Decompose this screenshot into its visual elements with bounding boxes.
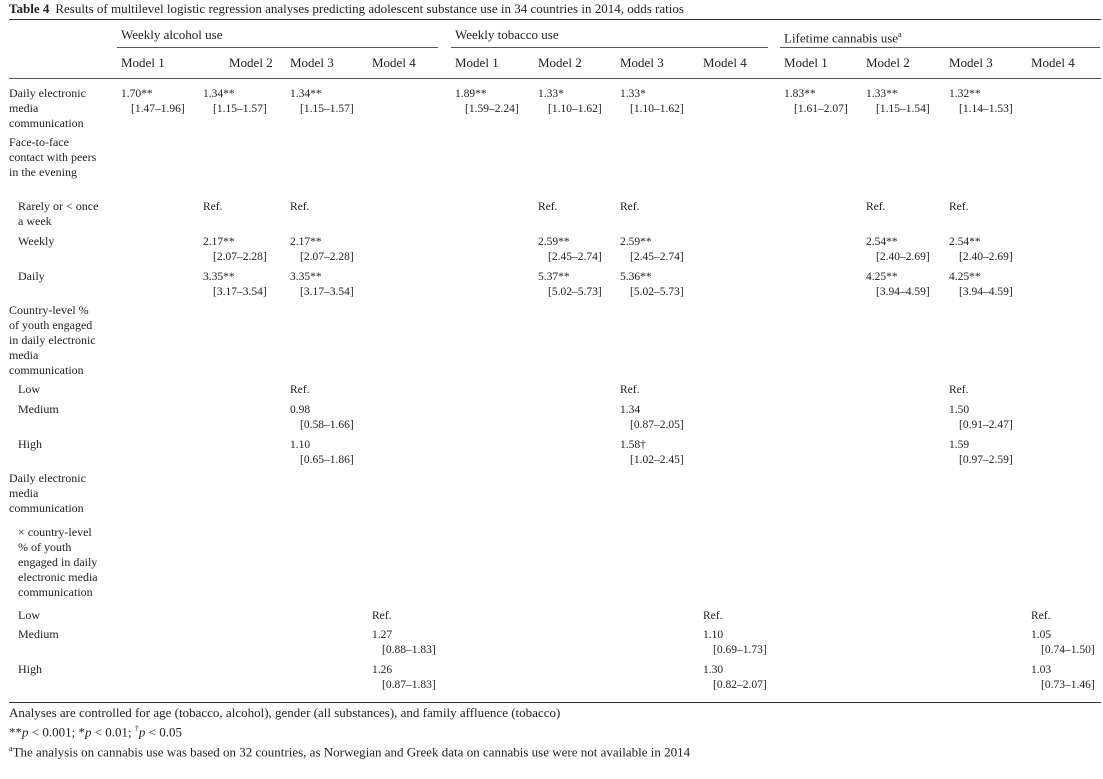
odds-ratio-value: 1.33* <box>538 88 564 100</box>
footnote-text: The analysis on cannabis use was based on 32 countries, as Norwegian and Greek data on cannabis use were not available in 2014 <box>12 744 691 760</box>
group-header-rule <box>117 47 438 48</box>
odds-ratio-value: 1.59 <box>949 439 970 451</box>
odds-ratio-value: 1.70** <box>121 88 153 100</box>
row-label: × country-level % of youth engaged in daily electronic media communication <box>18 525 98 599</box>
model-header: Model 3 <box>290 55 334 70</box>
group-header-label: Lifetime cannabis use <box>784 30 899 46</box>
confidence-interval: [1.14–1.53] <box>959 103 1013 115</box>
row-label: Medium <box>18 627 59 641</box>
odds-ratio-value: 1.34** <box>203 88 235 100</box>
sig-level-1: < 0.001; <box>28 724 79 740</box>
confidence-interval: [2.07–2.28] <box>213 251 267 263</box>
odds-ratio-value: 1.27 <box>372 629 393 641</box>
model-header: Model 4 <box>1031 55 1075 70</box>
confidence-interval: [2.07–2.28] <box>300 251 354 263</box>
row-label: Medium <box>18 402 59 416</box>
row-label: Daily electronic media communication <box>9 86 86 130</box>
odds-ratio-value: 1.30 <box>703 664 724 676</box>
odds-ratio-value: 2.17** <box>290 236 322 248</box>
odds-ratio-value: 2.54** <box>866 236 898 248</box>
row-label: Low <box>18 382 40 396</box>
confidence-interval: [0.65–1.86] <box>300 454 354 466</box>
odds-ratio-value: 2.54** <box>949 236 981 248</box>
model-header: Model 2 <box>229 55 273 70</box>
confidence-interval: [3.17–3.54] <box>213 286 267 298</box>
odds-ratio-value: 0.98 <box>290 404 311 416</box>
odds-ratio-value: 1.33* <box>620 88 646 100</box>
odds-ratio-value: 5.36** <box>620 271 652 283</box>
odds-ratio-value: Ref. <box>538 201 558 213</box>
row-label: High <box>18 662 42 676</box>
confidence-interval: [1.02–2.45] <box>630 454 684 466</box>
confidence-interval: [5.02–5.73] <box>548 286 602 298</box>
model-header: Model 4 <box>703 55 747 70</box>
sig-stars-1: * <box>78 724 85 740</box>
confidence-interval: [1.10–1.62] <box>630 103 684 115</box>
table-title: Results of multilevel logistic regression analyses predicting adolescent substance use in 34 countries in 2014, odds ratios <box>55 1 684 16</box>
row-label: Country-level % of youth engaged in daily electronic media communication <box>9 303 96 377</box>
sig-p-1: p <box>22 724 29 740</box>
row-label: Low <box>18 608 40 622</box>
footnote-marker: a <box>9 744 13 753</box>
model-header: Model 4 <box>372 55 416 70</box>
confidence-interval: [0.74–1.50] <box>1041 644 1095 656</box>
confidence-interval: [0.91–2.47] <box>959 419 1013 431</box>
confidence-interval: [3.94–4.59] <box>876 286 930 298</box>
odds-ratio-value: 1.89** <box>455 88 487 100</box>
confidence-interval: [0.87–2.05] <box>630 419 684 431</box>
confidence-interval: [3.17–3.54] <box>300 286 354 298</box>
sig-p-3: p <box>138 724 146 740</box>
table-label: Table 4 <box>9 1 50 16</box>
model-header: Model 2 <box>538 55 582 70</box>
confidence-interval: [0.87–1.83] <box>382 679 436 691</box>
confidence-interval: [1.61–2.07] <box>794 103 848 115</box>
model-header: Model 1 <box>784 55 828 70</box>
odds-ratio-value: 2.17** <box>203 236 235 248</box>
confidence-interval: [0.97–2.59] <box>959 454 1013 466</box>
confidence-interval: [5.02–5.73] <box>630 286 684 298</box>
odds-ratio-value: 3.35** <box>290 271 322 283</box>
model-header: Model 2 <box>866 55 910 70</box>
odds-ratio-value: 5.37** <box>538 271 570 283</box>
confidence-interval: [0.82–2.07] <box>713 679 767 691</box>
confidence-interval: [1.15–1.57] <box>213 103 267 115</box>
group-header-label: Weekly tobacco use <box>455 27 559 42</box>
row-label: Weekly <box>18 234 55 248</box>
confidence-interval: [0.58–1.66] <box>300 419 354 431</box>
confidence-interval: [0.73–1.46] <box>1041 679 1095 691</box>
row-label: Face-to-face contact with peers in the evening <box>9 135 97 179</box>
odds-ratio-value: 4.25** <box>949 271 981 283</box>
confidence-interval: [2.40–2.69] <box>959 251 1013 263</box>
sig-level-2: < 0.01; <box>91 724 135 740</box>
odds-ratio-value: 1.03 <box>1031 664 1052 676</box>
confidence-interval: [1.10–1.62] <box>548 103 602 115</box>
odds-ratio-value: 1.50 <box>949 404 970 416</box>
odds-ratio-value: Ref. <box>866 201 886 213</box>
row-label: Daily electronic media communication <box>9 471 86 515</box>
group-header-rule <box>780 47 1100 48</box>
group-header-rule <box>451 47 768 48</box>
group-header-3 <box>784 28 902 45</box>
model-header: Model 3 <box>949 55 993 70</box>
model-header: Model 1 <box>121 55 165 70</box>
confidence-interval: [1.47–1.96] <box>131 103 185 115</box>
group-header-footnote-marker: a <box>898 30 902 39</box>
confidence-interval: [0.88–1.83] <box>382 644 436 656</box>
odds-ratio-value: 1.58† <box>620 439 646 451</box>
model-header: Model 3 <box>620 55 664 70</box>
group-header-label: Weekly alcohol use <box>121 27 223 42</box>
confidence-interval: [2.45–2.74] <box>630 251 684 263</box>
odds-ratio-value: 3.35** <box>203 271 235 283</box>
confidence-interval: [1.15–1.57] <box>300 103 354 115</box>
odds-ratio-value: 1.32** <box>949 88 981 100</box>
odds-ratio-value: Ref. <box>620 384 640 396</box>
group-header-2 <box>455 28 559 42</box>
odds-ratio-value: 4.25** <box>866 271 898 283</box>
confidence-interval: [3.94–4.59] <box>959 286 1013 298</box>
sig-stars-2: ** <box>9 724 22 740</box>
odds-ratio-value: Ref. <box>203 201 223 213</box>
table-caption <box>9 1 684 17</box>
odds-ratio-value: Ref. <box>372 610 392 622</box>
note-footnote <box>9 744 690 760</box>
odds-ratio-value: 2.59** <box>538 236 570 248</box>
sig-p-2: p <box>84 724 92 740</box>
header-rule <box>9 78 1101 79</box>
odds-ratio-value: Ref. <box>620 201 640 213</box>
odds-ratio-value: 1.83** <box>784 88 816 100</box>
note-controls: Analyses are controlled for age (tobacco, alcohol), gender (all substances), and family affluence (tobacco) <box>9 705 561 720</box>
confidence-interval: [1.59–2.24] <box>465 103 519 115</box>
sig-level-3: < 0.05 <box>145 724 182 740</box>
row-label: Daily <box>18 269 45 283</box>
group-header-1 <box>121 28 222 42</box>
odds-ratio-value: Ref. <box>703 610 723 622</box>
note-significance <box>9 724 182 740</box>
sig-dagger: † <box>134 724 139 733</box>
odds-ratio-value: 1.34** <box>290 88 322 100</box>
odds-ratio-value: 1.10 <box>290 439 311 451</box>
model-header: Model 1 <box>455 55 499 70</box>
bottom-rule <box>9 702 1101 703</box>
odds-ratio-value: Ref. <box>949 201 969 213</box>
odds-ratio-value: 2.59** <box>620 236 652 248</box>
odds-ratio-value: 1.34 <box>620 404 641 416</box>
odds-ratio-value: 1.05 <box>1031 629 1052 641</box>
confidence-interval: [1.15–1.54] <box>876 103 930 115</box>
odds-ratio-value: Ref. <box>949 384 969 396</box>
odds-ratio-value: 1.26 <box>372 664 393 676</box>
confidence-interval: [2.40–2.69] <box>876 251 930 263</box>
row-label: Rarely or < once a week <box>18 199 99 228</box>
row-label: High <box>18 437 42 451</box>
odds-ratio-value: 1.33** <box>866 88 898 100</box>
odds-ratio-value: Ref. <box>290 384 310 396</box>
confidence-interval: [2.45–2.74] <box>548 251 602 263</box>
confidence-interval: [0.69–1.73] <box>713 644 767 656</box>
odds-ratio-value: Ref. <box>1031 610 1051 622</box>
top-rule <box>9 19 1101 20</box>
odds-ratio-value: 1.10 <box>703 629 724 641</box>
odds-ratio-value: Ref. <box>290 201 310 213</box>
